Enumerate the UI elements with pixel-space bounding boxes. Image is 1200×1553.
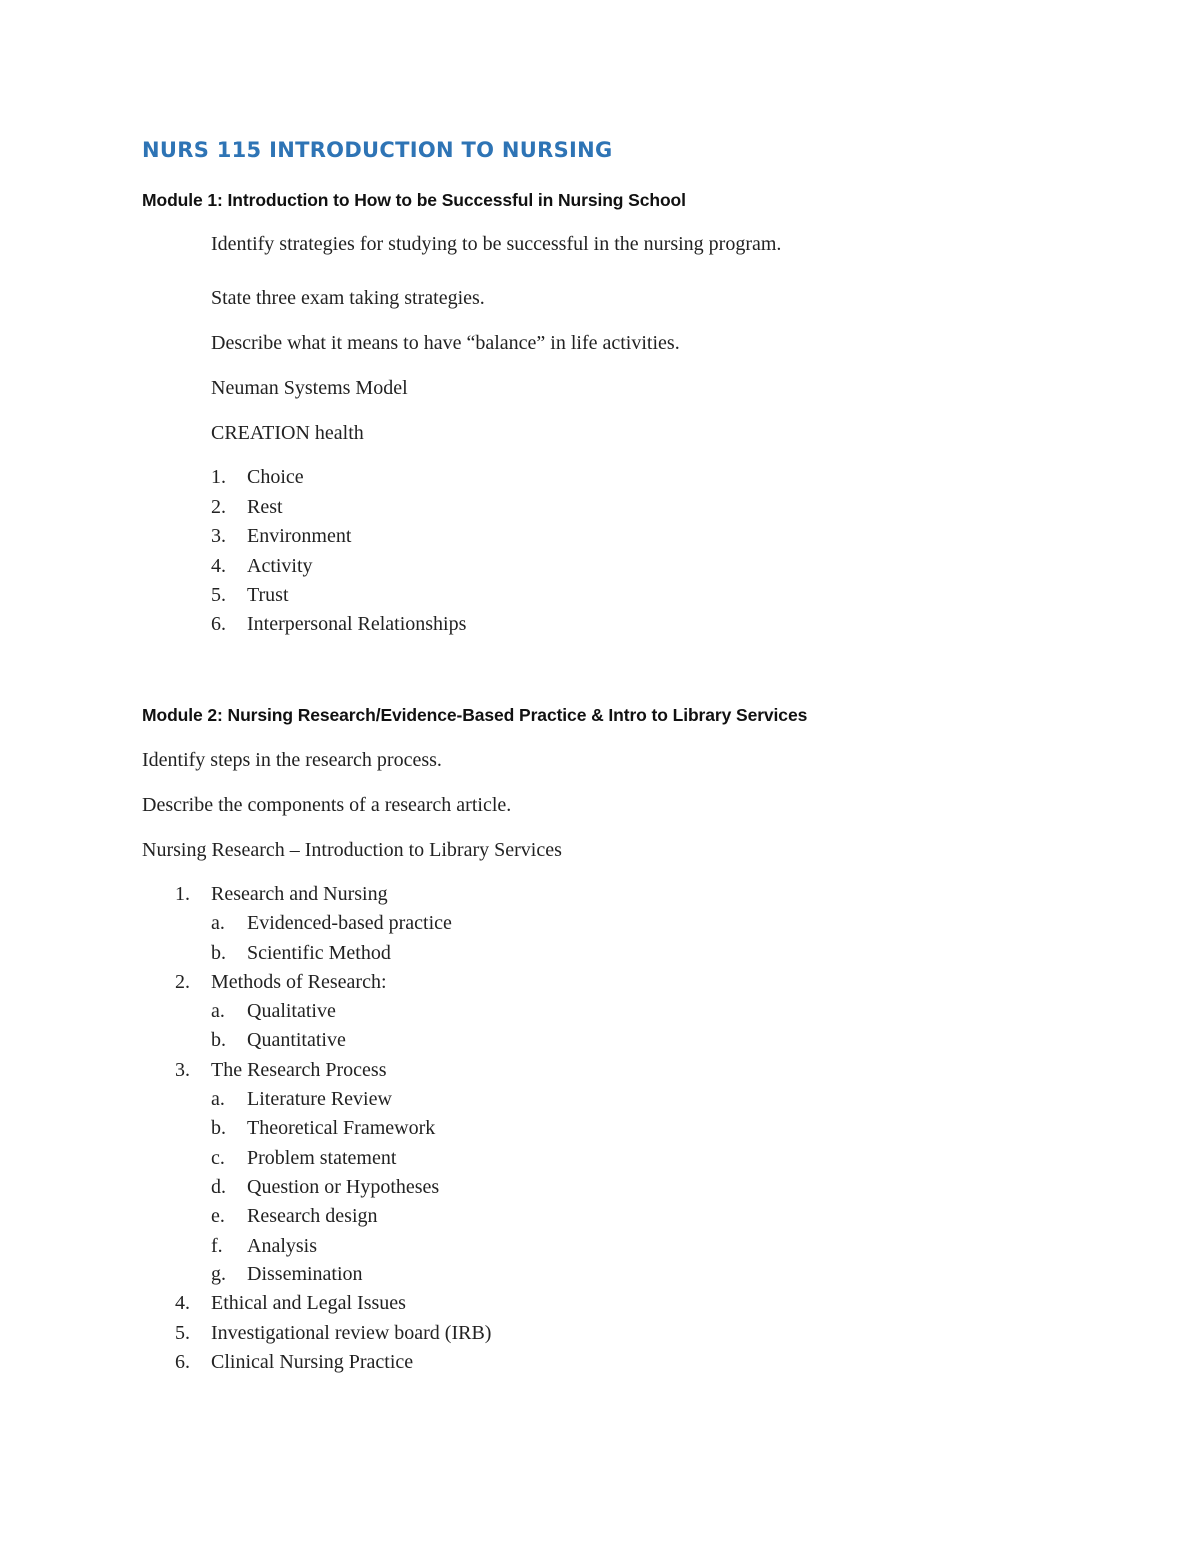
list-item-text: Scientific Method <box>247 942 391 964</box>
list-item-text: Question or Hypotheses <box>247 1176 440 1198</box>
list-item-text: Clinical Nursing Practice <box>211 1351 414 1373</box>
list-marker: 6. <box>211 613 226 635</box>
list-item-text: Investigational review board (IRB) <box>211 1322 492 1344</box>
list-marker: 4. <box>211 555 226 577</box>
list-item-text: Choice <box>247 466 304 488</box>
list-item-text: Evidenced-based practice <box>247 912 452 934</box>
module2-heading: Module 2: Nursing Research/Evidence-Based Practice & Intro to Library Services <box>142 705 808 725</box>
list-marker: b. <box>211 1029 226 1051</box>
list-item-text: Research and Nursing <box>211 883 388 905</box>
list-item-text: Environment <box>247 525 352 547</box>
list-marker: d. <box>211 1176 226 1198</box>
list-item-text: Problem statement <box>247 1147 397 1169</box>
list-marker: b. <box>211 942 226 964</box>
document-title: NURS 115 INTRODUCTION TO NURSING <box>142 138 613 162</box>
list-marker: 2. <box>211 496 226 518</box>
list-item-text: Quantitative <box>247 1029 346 1051</box>
list-item-text: Theoretical Framework <box>247 1117 436 1139</box>
list-marker: g. <box>211 1263 226 1285</box>
list-item-text: Interpersonal Relationships <box>247 613 467 635</box>
list-marker: 3. <box>211 525 226 547</box>
list-marker: 1. <box>211 466 226 488</box>
list-marker: 4. <box>175 1292 190 1314</box>
list-marker: a. <box>211 1088 225 1110</box>
list-item-text: Activity <box>247 555 313 577</box>
module1-objective: Neuman Systems Model <box>211 377 408 399</box>
list-marker: 6. <box>175 1351 190 1373</box>
list-marker: 2. <box>175 971 190 993</box>
list-item-text: Qualitative <box>247 1000 336 1022</box>
module1-objective: Describe what it means to have “balance” in life activities. <box>211 332 680 354</box>
module2-objective: Identify steps in the research process. <box>142 749 442 771</box>
list-marker: 5. <box>211 584 226 606</box>
list-marker: f. <box>211 1235 223 1257</box>
list-item-text: Methods of Research: <box>211 971 387 993</box>
list-item-text: Literature Review <box>247 1088 392 1110</box>
list-item-text: Ethical and Legal Issues <box>211 1292 406 1314</box>
module1-objective: State three exam taking strategies. <box>211 287 485 309</box>
list-item-text: Analysis <box>247 1235 317 1257</box>
list-marker: e. <box>211 1205 225 1227</box>
list-item-text: Rest <box>247 496 283 518</box>
module1-objective: Identify strategies for studying to be successful in the nursing program. <box>211 233 782 255</box>
list-item-text: Trust <box>247 584 289 606</box>
list-marker: 1. <box>175 883 190 905</box>
list-item-text: Dissemination <box>247 1263 363 1285</box>
list-marker: b. <box>211 1117 226 1139</box>
module2-objective: Describe the components of a research article. <box>142 794 512 816</box>
list-marker: c. <box>211 1147 225 1169</box>
list-item-text: The Research Process <box>211 1059 387 1081</box>
list-marker: a. <box>211 1000 225 1022</box>
list-marker: 5. <box>175 1322 190 1344</box>
list-marker: a. <box>211 912 225 934</box>
module1-objective: CREATION health <box>211 422 364 444</box>
list-item-text: Research design <box>247 1205 378 1227</box>
list-marker: 3. <box>175 1059 190 1081</box>
module1-heading: Module 1: Introduction to How to be Successful in Nursing School <box>142 190 686 210</box>
module2-objective: Nursing Research – Introduction to Library Services <box>142 839 562 861</box>
